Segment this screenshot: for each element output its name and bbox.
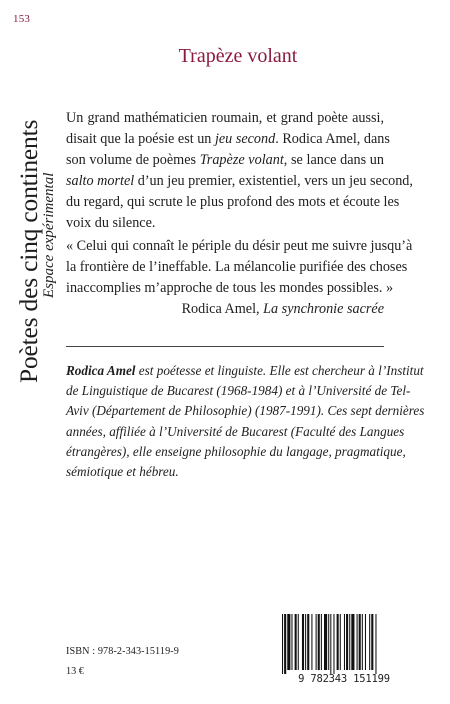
blurb-line: Un grand mathématicien roumain, et grand poète aussi, — [66, 110, 384, 126]
barcode-bar — [282, 614, 283, 674]
barcode-bar — [316, 614, 317, 670]
barcode-bars — [274, 612, 414, 676]
series-title: Poètes des cinq continents — [14, 119, 43, 383]
author-bio — [66, 361, 425, 482]
price: 13 € — [66, 666, 84, 677]
blurb-line: son volume de poèmes Trapèze volant, se lance dans un — [66, 152, 384, 168]
bio-line: années, affiliée à l’Université de Bucarest (Faculté des Langues — [66, 423, 405, 439]
series-subtitle: Espace expérimental — [41, 172, 57, 298]
barcode-bar — [357, 614, 358, 670]
emphasis-text: salto mortel — [66, 173, 135, 189]
barcode-bar — [340, 614, 341, 670]
barcode-bar — [321, 614, 322, 670]
barcode-bar — [291, 614, 292, 670]
barcode-bar — [305, 614, 306, 670]
bio-line: étrangères), elle enseigne philosophie du langage, pragmatique, — [66, 443, 406, 459]
barcode-bar — [328, 614, 329, 670]
blurb-line: salto mortel d’un jeu premier, existentiel, vers un jeu second, — [66, 173, 413, 189]
author-name: Rodica Amel — [66, 363, 136, 378]
barcode-bar — [333, 614, 334, 674]
book-title-reference: Trapèze volant — [199, 152, 284, 168]
quote-line: inaccomplies m’approche de tous les mondes possibles. » — [66, 280, 394, 296]
blurb-line: voix du silence. — [66, 215, 156, 231]
barcode-bar — [302, 614, 304, 670]
barcode-bar — [284, 614, 286, 674]
barcode-bar — [311, 614, 312, 670]
barcode-bar — [324, 614, 327, 670]
barcode-bar — [287, 614, 290, 670]
barcode-bar — [344, 614, 345, 670]
barcode-bar — [349, 614, 350, 670]
barcode-bar — [369, 614, 370, 670]
emphasis-text: jeu second — [214, 131, 276, 147]
barcode-bar — [318, 614, 320, 670]
quote-line: la frontière de l’ineffable. La mélancolie purifiée des choses — [66, 259, 408, 275]
barcode-bar — [362, 614, 363, 670]
barcode-bar — [295, 614, 297, 670]
barcode-digits: 9 782343 151199 — [298, 673, 390, 685]
blurb-line: du regard, qui scrute le plus profond des mots et écoute les — [66, 194, 400, 210]
bio-line: sémiotique et hébreu. — [66, 464, 179, 480]
barcode-bar — [330, 614, 331, 674]
section-divider — [66, 346, 384, 347]
series-number: 153 — [13, 13, 31, 25]
barcode-bar — [365, 614, 366, 670]
quote-source-title: La synchronie sacrée — [263, 301, 384, 317]
barcode-bar — [359, 614, 361, 670]
barcode-bar — [337, 614, 339, 670]
barcode-bar — [371, 614, 373, 670]
barcode-bar — [351, 614, 354, 670]
bio-line: Rodica Amel est poétesse et linguiste. Elle est chercheur à l’Institut — [66, 363, 424, 378]
isbn: ISBN : 978-2-343-15119-9 — [66, 646, 179, 657]
barcode-bar — [298, 614, 299, 670]
bio-line: Aviv (Département de Philosophie) (1987-1991). Ces sept dernières — [66, 403, 425, 419]
bio-line: de Linguistique de Bucarest (1968-1984) et à l’Université de Tel- — [66, 383, 411, 399]
quote-line: « Celui qui connaît le périple du désir peut me suivre jusqu’à — [66, 238, 413, 254]
quote-paragraph — [66, 236, 413, 320]
quote-attribution: Rodica Amel, La synchronie sacrée — [181, 301, 384, 317]
barcode-bar — [346, 614, 348, 670]
blurb-line: disait que la poésie est un jeu second. Rodica Amel, dans — [66, 131, 390, 147]
barcode — [274, 612, 414, 686]
barcode-bar — [375, 614, 376, 674]
blurb-paragraph — [66, 108, 413, 234]
barcode-bar — [307, 614, 309, 670]
book-title: Trapèze volant — [178, 45, 298, 67]
